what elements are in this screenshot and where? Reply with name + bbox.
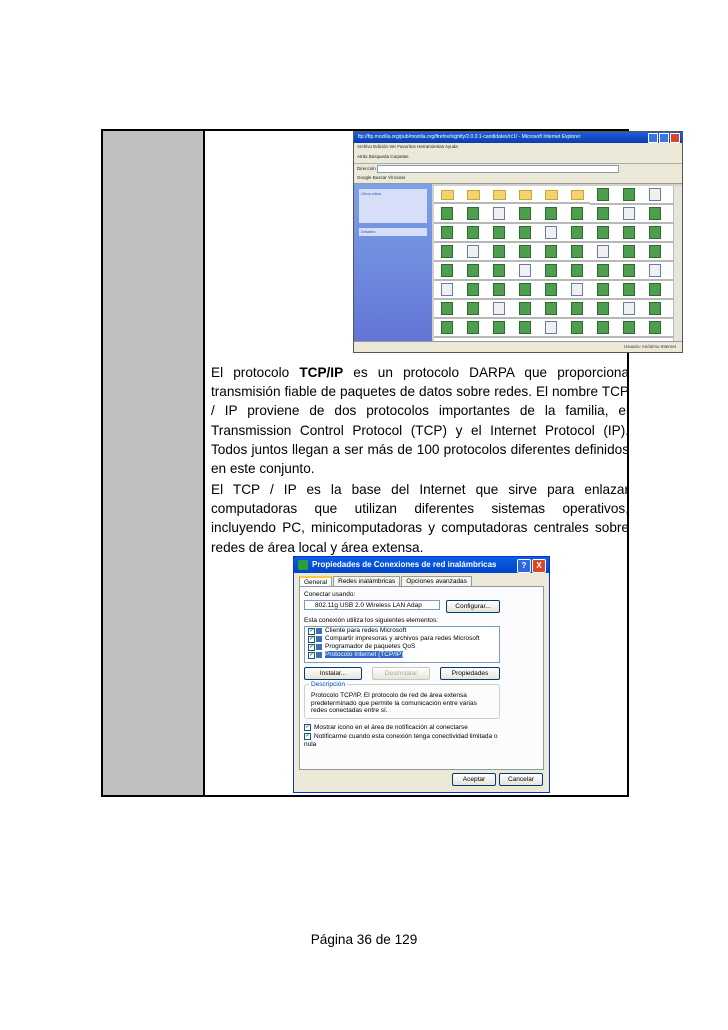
file-icon bbox=[467, 321, 479, 334]
file-item bbox=[434, 319, 460, 338]
file-item bbox=[538, 281, 564, 300]
folder-icon bbox=[441, 190, 454, 200]
file-icon bbox=[597, 226, 609, 239]
file-item bbox=[564, 186, 590, 205]
file-item bbox=[434, 186, 460, 205]
table-content-cell bbox=[207, 131, 676, 795]
explorer-status-bar: Usuario: Anónimo Internet bbox=[354, 341, 682, 352]
file-icon bbox=[519, 302, 531, 315]
folder-icon bbox=[493, 190, 506, 200]
file-icon bbox=[649, 207, 661, 220]
explorer-screenshot bbox=[353, 131, 683, 353]
file-icon bbox=[493, 321, 505, 334]
file-icon bbox=[623, 264, 635, 277]
file-item bbox=[616, 224, 642, 243]
file-item bbox=[486, 319, 512, 338]
file-caption bbox=[434, 202, 460, 204]
file-item bbox=[564, 262, 590, 281]
uninstall-button[interactable]: Desinstalar bbox=[372, 667, 430, 680]
file-item bbox=[564, 224, 590, 243]
minimize-icon bbox=[648, 133, 658, 143]
file-item bbox=[486, 300, 512, 319]
explorer-address-bar bbox=[354, 164, 682, 173]
file-item bbox=[460, 319, 486, 338]
file-caption bbox=[642, 336, 668, 338]
file-icon bbox=[649, 245, 661, 258]
file-item bbox=[538, 300, 564, 319]
file-item bbox=[460, 281, 486, 300]
file-item bbox=[590, 205, 616, 224]
file-caption bbox=[590, 336, 616, 338]
cancel-button[interactable]: Cancelar bbox=[499, 773, 543, 786]
file-icon bbox=[493, 264, 505, 277]
file-item bbox=[642, 186, 668, 205]
file-item bbox=[512, 319, 538, 338]
file-item bbox=[486, 262, 512, 281]
file-item bbox=[434, 281, 460, 300]
file-icon bbox=[519, 207, 531, 220]
file-icon bbox=[597, 245, 609, 258]
service-icon bbox=[316, 636, 322, 642]
close-button[interactable]: X bbox=[532, 559, 546, 573]
elements-label: Esta conexión utiliza los siguientes elementos: bbox=[304, 617, 439, 624]
tcpip-bold: TCP/IP bbox=[299, 365, 344, 380]
file-item bbox=[590, 262, 616, 281]
maximize-icon bbox=[659, 133, 669, 143]
item-label: Compartir impresoras y archivos para redes Microsoft bbox=[325, 635, 480, 642]
file-item bbox=[538, 186, 564, 205]
file-icon bbox=[519, 245, 531, 258]
file-icon bbox=[571, 283, 583, 296]
help-button[interactable]: ? bbox=[517, 559, 531, 573]
file-icon bbox=[467, 207, 479, 220]
list-item[interactable] bbox=[305, 627, 499, 635]
file-icon bbox=[493, 207, 505, 220]
file-caption bbox=[486, 202, 512, 204]
file-icon bbox=[519, 283, 531, 296]
other-places-panel bbox=[359, 189, 427, 223]
file-icon bbox=[467, 245, 479, 258]
notify-option[interactable] bbox=[304, 733, 500, 748]
checkbox-checked-icon[interactable]: ✔ bbox=[309, 636, 314, 642]
file-item bbox=[434, 224, 460, 243]
file-item bbox=[512, 262, 538, 281]
file-grid bbox=[434, 186, 674, 341]
description-title: Descripción bbox=[311, 681, 345, 688]
client-icon bbox=[316, 628, 322, 634]
close-icon bbox=[670, 133, 680, 143]
checkbox-checked-icon[interactable]: ✔ bbox=[305, 733, 310, 739]
file-item bbox=[460, 205, 486, 224]
file-item bbox=[512, 186, 538, 205]
file-icon bbox=[545, 207, 557, 220]
file-caption bbox=[564, 202, 590, 204]
file-icon bbox=[545, 264, 557, 277]
file-item bbox=[616, 319, 642, 338]
folder-icon bbox=[519, 190, 532, 200]
file-item bbox=[564, 300, 590, 319]
document-table bbox=[101, 129, 676, 797]
file-item bbox=[486, 281, 512, 300]
file-item bbox=[460, 224, 486, 243]
file-icon bbox=[649, 283, 661, 296]
file-icon bbox=[441, 321, 453, 334]
file-item bbox=[512, 205, 538, 224]
file-icon bbox=[623, 245, 635, 258]
details-panel bbox=[359, 228, 427, 236]
file-item bbox=[512, 224, 538, 243]
list-item-selected[interactable] bbox=[305, 651, 499, 659]
address-field bbox=[377, 165, 619, 173]
paragraph-internet: El TCP / IP es la base del Internet que sirve para enlazar computadoras que utilizan diferentes sistemas operativos, incluyendo PC, minicomputadoras y computadoras centrales sobre redes de área local y área extensa. bbox=[211, 482, 629, 555]
file-icon bbox=[467, 264, 479, 277]
file-item bbox=[642, 243, 668, 262]
list-item[interactable] bbox=[305, 643, 499, 651]
show-icon-label: Mostrar icono en el área de notificación al conectarse bbox=[314, 724, 468, 731]
file-icon bbox=[571, 321, 583, 334]
file-item bbox=[434, 300, 460, 319]
file-icon bbox=[597, 302, 609, 315]
file-icon bbox=[441, 302, 453, 315]
file-icon bbox=[441, 283, 453, 296]
file-item bbox=[616, 300, 642, 319]
file-icon bbox=[545, 283, 557, 296]
file-item bbox=[616, 281, 642, 300]
item-label: Cliente para redes Microsoft bbox=[325, 627, 407, 634]
file-item bbox=[564, 319, 590, 338]
file-item bbox=[486, 186, 512, 205]
gray-column bbox=[103, 131, 205, 795]
file-icon bbox=[545, 245, 557, 258]
file-icon bbox=[649, 264, 661, 277]
file-item bbox=[460, 262, 486, 281]
address-label: Dirección bbox=[357, 166, 376, 171]
checkbox-checked-icon[interactable]: ✔ bbox=[309, 652, 314, 658]
file-caption bbox=[486, 336, 512, 338]
file-icon bbox=[597, 283, 609, 296]
explorer-menu-bar: Archivo Edición Ver Favoritos Herramientas Ayuda bbox=[354, 143, 682, 151]
file-item bbox=[538, 205, 564, 224]
file-icon bbox=[571, 264, 583, 277]
file-icon bbox=[571, 302, 583, 315]
file-item bbox=[460, 186, 486, 205]
file-icon bbox=[467, 302, 479, 315]
file-icon bbox=[571, 226, 583, 239]
file-caption bbox=[460, 336, 486, 338]
explorer-scrollbar bbox=[673, 186, 682, 341]
file-icon bbox=[571, 207, 583, 220]
file-item bbox=[642, 224, 668, 243]
file-icon bbox=[519, 264, 531, 277]
file-caption bbox=[538, 336, 564, 338]
explorer-task-pane bbox=[354, 184, 432, 342]
folder-icon bbox=[571, 190, 584, 200]
dialog-title: Propiedades de Conexiones de red inalámbricas bbox=[312, 560, 497, 569]
tab-wireless-networks[interactable]: Redes inalámbricas bbox=[333, 576, 400, 587]
file-icon bbox=[441, 264, 453, 277]
file-caption bbox=[434, 336, 460, 338]
file-item bbox=[512, 243, 538, 262]
other-places-title: Otros sitios bbox=[361, 191, 382, 196]
file-icon bbox=[623, 321, 635, 334]
list-item[interactable] bbox=[305, 635, 499, 643]
file-caption bbox=[538, 202, 564, 204]
file-icon bbox=[493, 245, 505, 258]
service-icon bbox=[316, 644, 322, 650]
elements-list bbox=[304, 626, 500, 663]
accept-button[interactable]: Aceptar bbox=[452, 773, 496, 786]
properties-button[interactable]: Propiedades bbox=[440, 667, 500, 680]
file-item bbox=[642, 262, 668, 281]
file-item bbox=[538, 224, 564, 243]
paragraph1-rest: es un protocolo DARPA que proporciona transmisión fiable de paquetes de datos sobre redes. El nombre TCP / IP proviene de dos protocolos importantes de la familia, el Transmission Control Protocol (TCP) y el Internet Protocol (IP). Todos juntos llegan a ser más de 100 protocolos diferentes definidos en este conjunto. bbox=[211, 365, 630, 477]
file-item bbox=[616, 205, 642, 224]
file-icon bbox=[519, 321, 531, 334]
network-icon bbox=[298, 560, 308, 570]
file-caption bbox=[512, 202, 538, 204]
file-icon bbox=[493, 302, 505, 315]
dialog-title-bar bbox=[294, 557, 549, 573]
file-item bbox=[590, 281, 616, 300]
file-icon bbox=[519, 226, 531, 239]
tab-general[interactable]: General bbox=[299, 576, 332, 587]
file-icon bbox=[597, 207, 609, 220]
file-icon bbox=[597, 321, 609, 334]
file-caption bbox=[564, 336, 590, 338]
file-item bbox=[460, 300, 486, 319]
file-icon bbox=[623, 302, 635, 315]
file-item bbox=[486, 224, 512, 243]
file-icon bbox=[467, 283, 479, 296]
file-caption bbox=[512, 336, 538, 338]
connect-using-label: Conectar usando: bbox=[304, 591, 356, 598]
file-item bbox=[642, 319, 668, 338]
file-item bbox=[564, 243, 590, 262]
file-item bbox=[512, 281, 538, 300]
file-icon bbox=[623, 226, 635, 239]
file-item bbox=[616, 262, 642, 281]
checkbox-checked-icon[interactable]: ✔ bbox=[309, 628, 314, 634]
file-icon bbox=[649, 226, 661, 239]
file-icon bbox=[649, 188, 661, 201]
checkbox-checked-icon[interactable]: ✔ bbox=[305, 724, 310, 730]
paragraph1-start: El protocolo bbox=[211, 365, 300, 380]
configure-button[interactable]: Configurar... bbox=[446, 600, 500, 613]
description-text: Protocolo TCP/IP. El protocolo de red de área extensa predeterminado que permite la comunicación entre varias redes conectadas entre sí. bbox=[311, 692, 477, 714]
item-label: Programador de paquetes QoS bbox=[325, 643, 416, 650]
checkbox-checked-icon[interactable]: ✔ bbox=[309, 644, 314, 650]
file-caption bbox=[616, 336, 642, 338]
folder-icon bbox=[467, 190, 480, 200]
dialog-body bbox=[299, 586, 544, 770]
file-item bbox=[434, 262, 460, 281]
file-item bbox=[642, 300, 668, 319]
file-item bbox=[590, 319, 616, 338]
tab-advanced-options[interactable]: Opciones avanzadas bbox=[401, 576, 472, 587]
file-item bbox=[590, 186, 616, 205]
adapter-name: 802.11g USB 2.0 Wireless LAN Adap bbox=[315, 602, 422, 609]
details-title: Detalles bbox=[361, 229, 376, 234]
file-item bbox=[460, 243, 486, 262]
description-group bbox=[304, 681, 500, 719]
item-label: Protocolo Internet (TCP/IP) bbox=[325, 651, 404, 658]
file-item bbox=[590, 300, 616, 319]
file-icon bbox=[493, 283, 505, 296]
explorer-toolbar: Atrás Búsqueda Carpetas bbox=[354, 151, 682, 164]
file-icon bbox=[623, 188, 635, 201]
page-footer: Página 36 de 129 bbox=[310, 932, 418, 947]
file-icon bbox=[623, 207, 635, 220]
file-icon bbox=[545, 226, 557, 239]
show-icon-option[interactable] bbox=[304, 724, 504, 731]
file-item bbox=[642, 205, 668, 224]
file-icon bbox=[545, 302, 557, 315]
file-item bbox=[434, 205, 460, 224]
adapter-field bbox=[304, 600, 440, 610]
file-icon bbox=[441, 226, 453, 239]
file-icon bbox=[467, 226, 479, 239]
folder-icon bbox=[545, 190, 558, 200]
file-icon bbox=[597, 264, 609, 277]
file-icon bbox=[649, 321, 661, 334]
file-item bbox=[486, 243, 512, 262]
notify-label: Notificarme cuando esta conexión tenga conectividad limitada o nula bbox=[304, 733, 498, 748]
file-icon bbox=[597, 188, 609, 201]
file-item bbox=[590, 243, 616, 262]
file-icon bbox=[441, 207, 453, 220]
file-item bbox=[434, 243, 460, 262]
file-icon bbox=[623, 283, 635, 296]
file-caption bbox=[460, 202, 486, 204]
file-item bbox=[616, 186, 642, 205]
file-item bbox=[642, 281, 668, 300]
file-item bbox=[616, 243, 642, 262]
install-button[interactable]: Instalar... bbox=[304, 667, 362, 680]
paragraph-tcpip bbox=[211, 363, 629, 478]
file-item bbox=[538, 243, 564, 262]
file-icon bbox=[649, 302, 661, 315]
file-item bbox=[538, 262, 564, 281]
file-item bbox=[486, 205, 512, 224]
file-icon bbox=[545, 321, 557, 334]
properties-dialog-screenshot bbox=[293, 556, 550, 793]
file-item bbox=[538, 319, 564, 338]
file-item bbox=[564, 281, 590, 300]
file-icon bbox=[441, 245, 453, 258]
explorer-title-bar: ftp://ftp.mozilla.org/pub/mozilla.org/firefox/nightly/2.0.0.1-candidates/rc1/ - Microsoft Internet Explorer bbox=[354, 132, 682, 143]
file-item bbox=[564, 205, 590, 224]
window-buttons bbox=[648, 133, 680, 143]
file-icon bbox=[493, 226, 505, 239]
file-item bbox=[512, 300, 538, 319]
file-icon bbox=[571, 245, 583, 258]
protocol-icon bbox=[316, 652, 322, 658]
file-item bbox=[590, 224, 616, 243]
explorer-links-bar: Google Buscar Vínculos bbox=[354, 173, 682, 184]
